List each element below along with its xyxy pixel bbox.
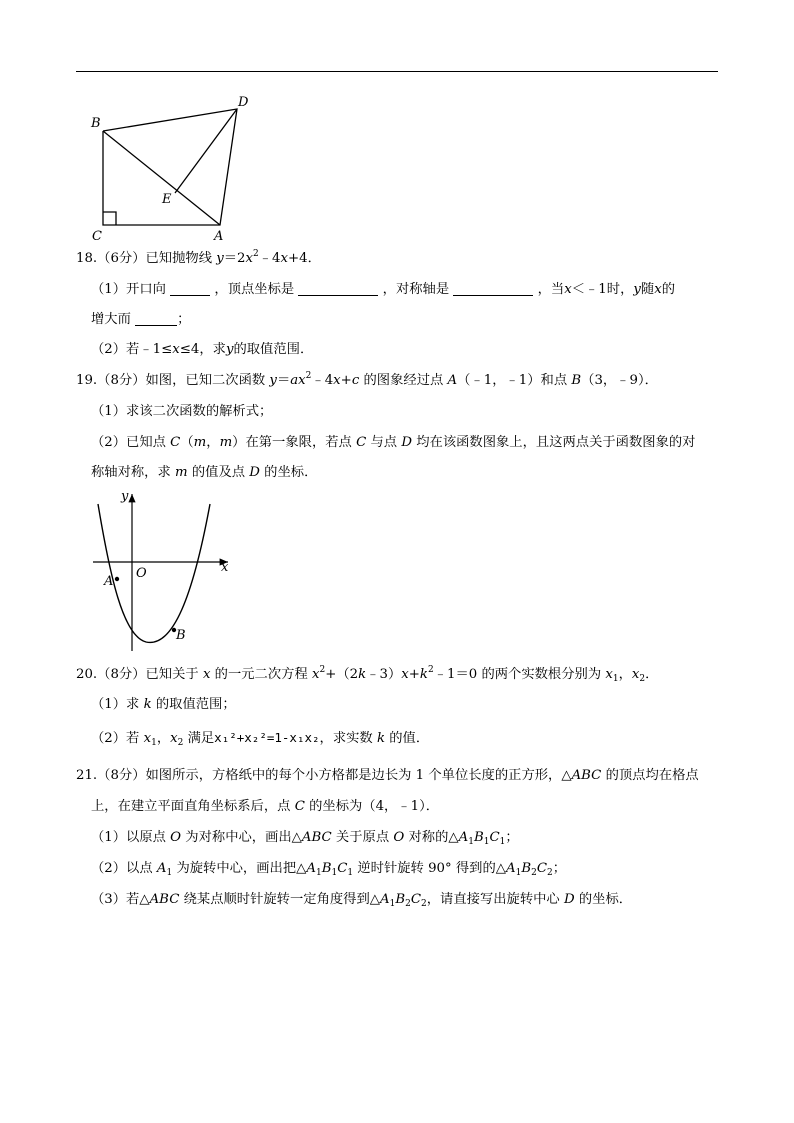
- q18-part1: （1）开口向 ，顶点坐标是 ，对称轴是 ，当x＜﹣1时，y随x的: [91, 282, 675, 297]
- label-o: O: [136, 566, 147, 581]
- answer-blank-direction[interactable]: [170, 281, 210, 296]
- label-b: B: [91, 116, 101, 131]
- q19-part2: （2）已知点 C（m，m）在第一象限，若点 C 与点 D 均在该函数图象上，且这两点关于函数图象的对: [91, 435, 696, 450]
- point-a: [115, 577, 119, 581]
- q19-stem: 19.（8分）如图，已知二次函数 $y=ax^2﹣4x+c$ 的图象经过点 A（﹣1，﹣1）和点 B（3，﹣9）．: [76, 371, 658, 388]
- q21-stem-cont: 上，在建立平面直角坐标系后，点 C 的坐标为（4，﹣1）．: [91, 799, 440, 814]
- parabola-figure: [88, 486, 238, 656]
- q18-stem: 18.（6分）已知抛物线 $y=2x^2﹣4x+4$．: [76, 249, 321, 266]
- q19-part2-cont: 称轴对称，求 m 的值及点 D 的坐标．: [91, 465, 318, 480]
- quadrilateral-figure: [86, 90, 256, 245]
- q20-part2: （2）若 $x_1$，$x_2$ 满足x₁²+x₂²=1-x₁x₂，求实数 k 的值．: [91, 730, 430, 748]
- label-d: D: [238, 95, 249, 110]
- segment-de: [175, 109, 237, 193]
- label-y: y: [121, 489, 129, 504]
- q21-part1: （1）以原点 O 为对称中心，画出△ABC 关于原点 O 对称的$\triangle A_1B_1C_1$；: [91, 830, 519, 847]
- header-rule: [76, 71, 718, 72]
- right-angle-mark: [103, 212, 116, 225]
- answer-blank-vertex[interactable]: [298, 281, 378, 296]
- label-a: A: [104, 574, 114, 589]
- label-a: A: [214, 229, 224, 244]
- q20-stem: 20.（8分）已知关于 x 的一元二次方程 $x^2+(2k﹣3)x+k^2﹣1=0$ 的两个实数根分别为 $x_1$，$x_2$．: [76, 665, 659, 684]
- label-b: B: [176, 628, 186, 643]
- answer-blank-axis[interactable]: [453, 281, 533, 296]
- label-c: C: [92, 229, 102, 244]
- label-e: E: [162, 192, 172, 207]
- q21-part3: （3）若△ABC 绕某点顺时针旋转一定角度得到$\triangle A_1B_2C_2$，请直接写出旋转中心 D 的坐标．: [91, 892, 633, 909]
- q18-part2: （2）若﹣1≤x≤4，求y的取值范围．: [91, 342, 314, 357]
- condition-formula: x₁²+x₂²=1-x₁x₂: [214, 730, 320, 745]
- q18-part1-cont: 增大而 ；: [91, 312, 191, 327]
- q20-part1: （1）求 k 的取值范围；: [91, 697, 236, 712]
- answer-blank-trend[interactable]: [135, 311, 177, 326]
- q21-stem: 21.（8分）如图所示，方格纸中的每个小方格都是边长为 1 个单位长度的正方形，△ABC 的顶点均在格点: [76, 768, 699, 783]
- diagonal-ba: [103, 131, 220, 225]
- parabola-curve: [98, 504, 210, 642]
- label-x: x: [221, 560, 229, 575]
- quad-outline: [103, 109, 237, 225]
- q19-part1: （1）求该二次函数的解析式；: [91, 404, 273, 419]
- q21-part2: （2）以点 $A_1$ 为旋转中心，画出把$\triangle A_1B_1C_1$ 逆时针旋转 90° 得到的$\triangle A_1B_2C_2$；: [91, 861, 567, 878]
